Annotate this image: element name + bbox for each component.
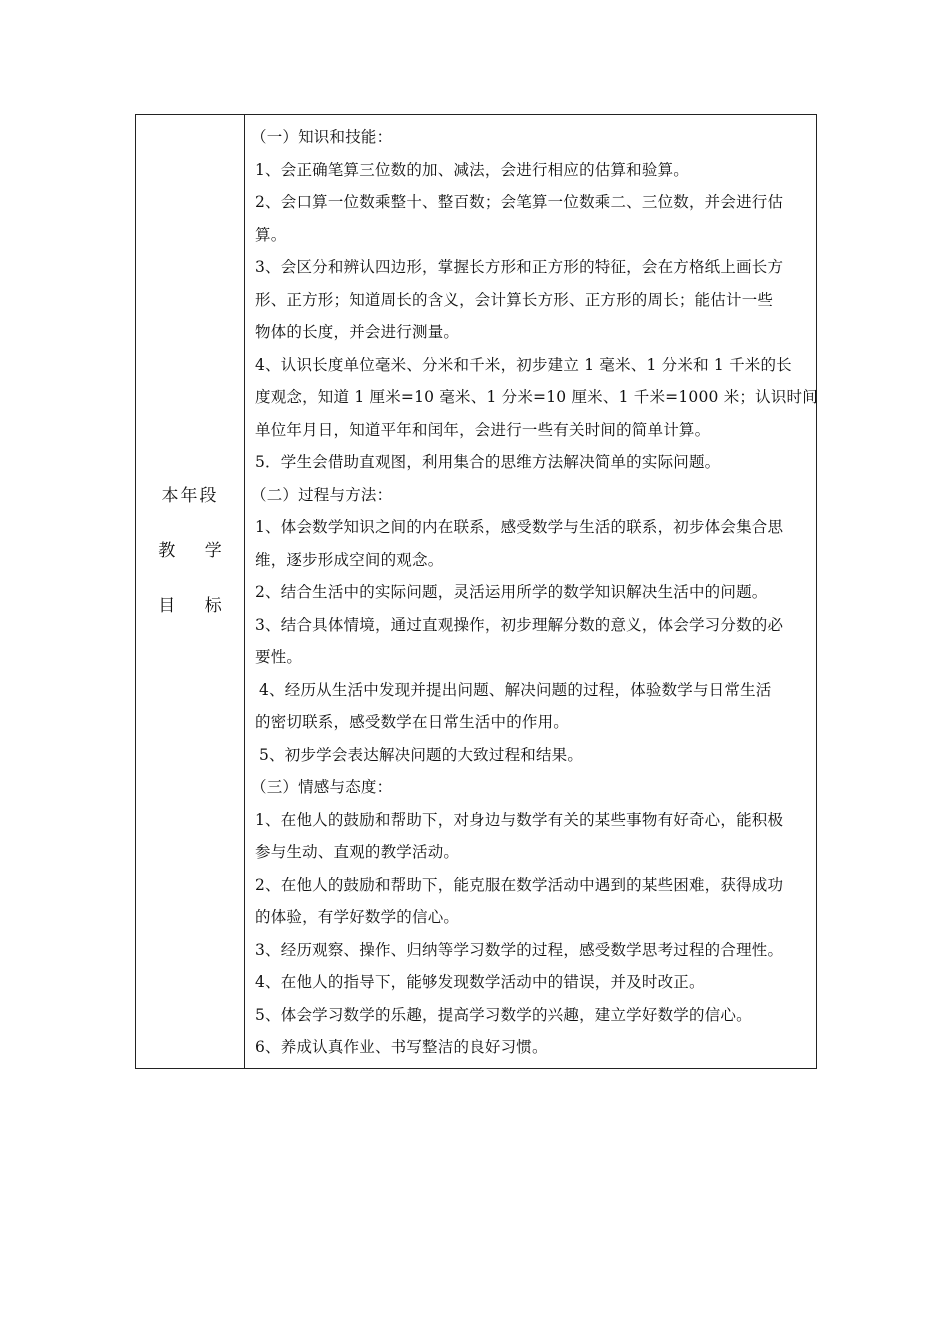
- process-line: 1、体会数学知识之间的内在联系，感受数学与生活的联系，初步体会集合思: [255, 518, 784, 536]
- label-line-3: 目 标: [158, 595, 234, 616]
- process-line: 2、结合生活中的实际问题，灵活运用所学的数学知识解决生活中的问题。: [255, 583, 768, 601]
- table-row: [136, 115, 817, 1069]
- process-line: 5、初步学会表达解决问题的大致过程和结果。: [259, 745, 584, 764]
- process-line: 的密切联系，感受数学在日常生活中的作用。: [255, 713, 570, 731]
- process-line: 要性。: [255, 648, 303, 666]
- process-line: 维，逐步形成空间的观念。: [255, 550, 444, 569]
- goals-content-cell: [245, 115, 817, 1069]
- attitude-line: 6、养成认真作业、书写整洁的良好习惯。: [255, 1038, 548, 1056]
- attitude-line: 1、在他人的鼓励和帮助下，对身边与数学有关的某些事物有好奇心，能积极: [255, 810, 784, 829]
- attitude-line: 3、经历观察、操作、归纳等学习数学的过程，感受数学思考过程的合理性。: [255, 940, 784, 959]
- knowledge-line: 物体的长度，并会进行测量。: [255, 323, 460, 341]
- label-line-1: 本年段: [161, 485, 219, 506]
- knowledge-line: 度观念，知道 1 厘米=10 毫米、1 分米=10 厘米、1 千米=1000 米；认识时间: [255, 388, 818, 406]
- knowledge-line: 1、会正确笔算三位数的加、减法，会进行相应的估算和验算。: [255, 160, 689, 179]
- attitude-line: 的体验，有学好数学的信心。: [255, 908, 460, 926]
- attitude-line: 2、在他人的鼓励和帮助下，能克服在数学活动中遇到的某些困难，获得成功: [255, 875, 784, 894]
- section-heading-attitude: （三）情感与态度：: [251, 778, 393, 796]
- attitude-line: 参与生动、直观的教学活动。: [255, 843, 460, 861]
- attitude-line: 5、体会学习数学的乐趣，提高学习数学的兴趣，建立学好数学的信心。: [255, 1005, 752, 1024]
- label-line-2: 教 学: [158, 540, 234, 561]
- knowledge-line: 单位年月日，知道平年和闰年，会进行一些有关时间的简单计算。: [255, 420, 711, 439]
- section-heading-knowledge: （一）知识和技能：: [251, 128, 393, 146]
- knowledge-line: 形、正方形；知道周长的含义，会计算长方形、正方形的周长；能估计一些: [255, 290, 774, 309]
- process-line: 4、经历从生活中发现并提出问题、解决问题的过程，体验数学与日常生活: [259, 680, 772, 699]
- knowledge-line: 4、认识长度单位毫米、分米和千米，初步建立 1 毫米、1 分米和 1 千米的长: [255, 355, 792, 374]
- process-line: 3、结合具体情境，通过直观操作，初步理解分数的意义，体会学习分数的必: [255, 615, 784, 634]
- section-heading-process: （二）过程与方法：: [251, 485, 393, 504]
- knowledge-line: 5．学生会借助直观图，利用集合的思维方法解决简单的实际问题。: [255, 453, 721, 471]
- knowledge-line: 3、会区分和辨认四边形，掌握长方形和正方形的特征，会在方格纸上画长方: [255, 258, 784, 276]
- teaching-goals-table: [135, 114, 817, 1069]
- knowledge-line: 算。: [255, 225, 287, 244]
- knowledge-line: 2、会口算一位数乘整十、整百数；会笔算一位数乘二、三位数，并会进行估: [255, 193, 784, 211]
- attitude-line: 4、在他人的指导下，能够发现数学活动中的错误，并及时改正。: [255, 973, 705, 991]
- row-label: [136, 485, 244, 616]
- row-label-cell: [136, 115, 245, 1069]
